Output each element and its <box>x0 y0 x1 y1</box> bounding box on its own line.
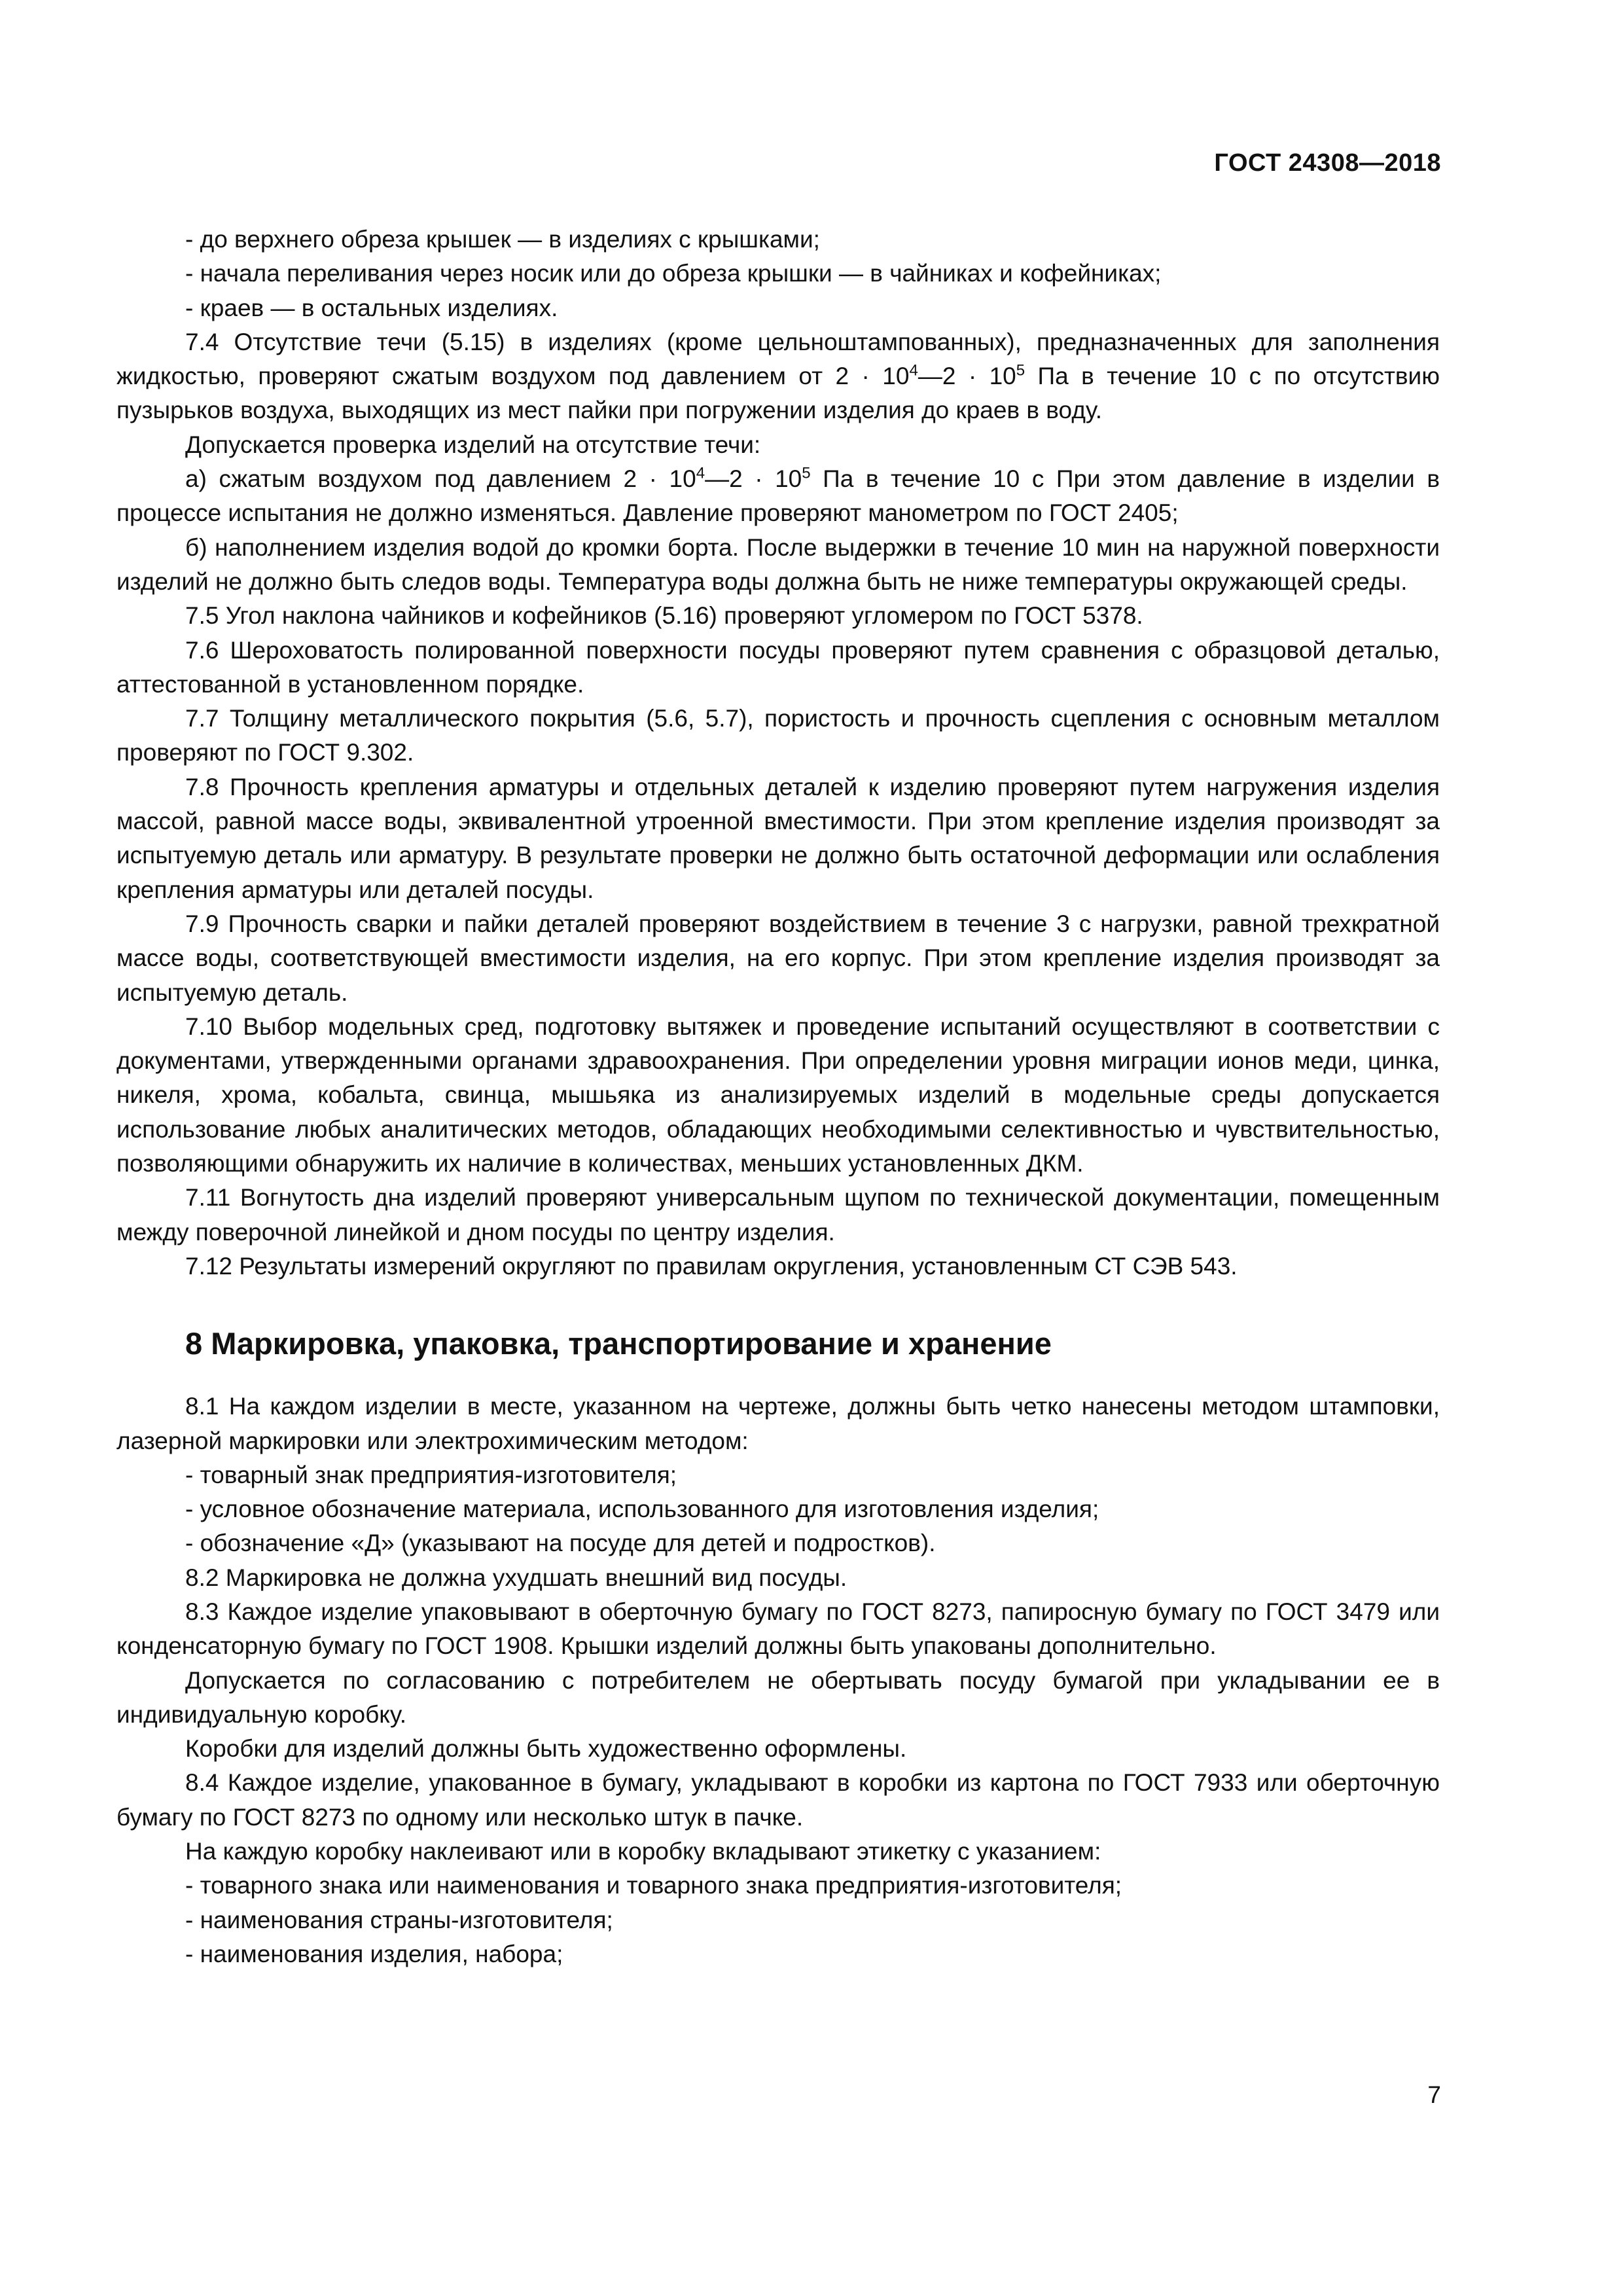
clause-8-4: 8.4 Каждое изделие, упакованное в бумагу, укладывают в коробки из картона по ГОСТ 7933 или оберточную бумагу по ГОСТ 8273 по одному или несколько штук в пачке. <box>116 1769 1440 1831</box>
list-item: - обозначение «Д» (указывают на посуде для детей и подростков). <box>185 1530 936 1557</box>
clause-7-9: 7.9 Прочность сварки и пайки деталей проверяют воздействием в течение 3 с нагрузки, равной трехкратной массе воды, соответствующей вместимости изделия, на его корпус. При этом крепление изделия производят за испытуемую деталь. <box>116 910 1440 1006</box>
paragraph-8-3-boxes: Коробки для изделий должны быть художественно оформлены. <box>185 1735 907 1763</box>
clause-7-8: 7.8 Прочность крепления арматуры и отдельных деталей к изделию проверяют путем нагружения изделия массой, равной массе воды, эквивалентной утроенной вместимости. При этом крепление изделия производят за испытуемую деталь или арматуру. В результате проверки не должно быть остаточной деформации или ослабления крепления арматуры или деталей посуды. <box>116 773 1440 903</box>
clause-7-12: 7.12 Результаты измерений округляют по правилам округления, установленным СТ СЭВ 543. <box>185 1252 1238 1280</box>
section-8-heading: 8 Маркировка, упаковка, транспортирование и хранение <box>185 1326 1052 1361</box>
paragraph-8-3-allowed: Допускается по согласованию с потребителем не обертывать посуду бумагой при укладывании ее в индивидуальную коробку. <box>116 1666 1440 1728</box>
paragraph-8-4-label: На каждую коробку наклеивают или в коробку вкладывают этикетку с указанием: <box>185 1838 1101 1865</box>
clause-8-2: 8.2 Маркировка не должна ухудшать внешний вид посуды. <box>185 1564 847 1591</box>
clause-7-10: 7.10 Выбор модельных сред, подготовку вытяжек и проведение испытаний осуществляют в соответствии с документами, утвержденными органами здравоохранения. При определении уровня миграции ионов меди, цинка, никеля, хрома, кобальта, свинца, мышьяка из анализируемых изделий в модельные среды допускается использование любых аналитических методов, обладающих необходимыми селективностью и чувствительностью, позволяющими обнаружить их наличие в количествах, меньших установленных ДКМ. <box>116 1013 1440 1177</box>
clause-7-4-b: б) наполнением изделия водой до кромки борта. После выдержки в течение 10 мин на наружной поверхности изделий не должно быть следов воды. Температура воды должна быть не ниже температуры окружающей среды. <box>116 533 1440 595</box>
clause-8-1: 8.1 На каждом изделии в месте, указанном на чертеже, должны быть четко нанесены методом штамповки, лазерной маркировки или электрохимическим методом: <box>116 1393 1440 1454</box>
clause-7-4: 7.4 Отсутствие течи (5.15) в изделиях (кроме цельноштампованных), предназначенных для заполнения жидкостью, проверяют сжатым воздухом под давлением от $2 \cdot 10^4—2 \cdot 10^5$ Па в течение 10 с по отсутствию пузырьков воздуха, выходящих из мест пайки при погружении изделия до краев в воду. <box>116 328 1440 424</box>
list-item: - условное обозначение материала, использованного для изготовления изделия; <box>185 1496 1099 1523</box>
paragraph-allowed-checks: Допускается проверка изделий на отсутствие течи: <box>185 431 761 458</box>
clause-7-7: 7.7 Толщину металлического покрытия (5.6, 5.7), пористость и прочность сцепления с основным металлом проверяют по ГОСТ 9.302. <box>116 705 1440 766</box>
clause-7-5: 7.5 Угол наклона чайников и кофейников (5.16) проверяют угломером по ГОСТ 5378. <box>185 602 1143 630</box>
page-number: 7 <box>1427 2081 1441 2108</box>
clause-7-6: 7.6 Шероховатость полированной поверхности посуды проверяют путем сравнения с образцовой деталью, аттестованной в установленном порядке. <box>116 636 1440 698</box>
document-body <box>116 223 1440 1971</box>
document-id-header: ГОСТ 24308—2018 <box>1214 149 1441 177</box>
list-item: - наименования изделия, набора; <box>185 1940 563 1967</box>
list-item: - товарный знак предприятия-изготовителя; <box>185 1461 677 1488</box>
clause-7-4-a: а) сжатым воздухом под давлением $2 \cdot 10^4—2 \cdot 10^5$ Па в течение 10 с При этом давление в изделии в процессе испытания не должно изменяться. Давление проверяют манометром по ГОСТ 2405; <box>116 464 1440 527</box>
list-item: - начала переливания через носик или до обреза крышки — в чайниках и кофейниках; <box>185 260 1162 287</box>
list-item: - краев — в остальных изделиях. <box>185 294 558 321</box>
list-item: - до верхнего обреза крышек — в изделиях с крышками; <box>185 226 820 253</box>
clause-8-3: 8.3 Каждое изделие упаковывают в оберточную бумагу по ГОСТ 8273, папиросную бумагу по ГОСТ 3479 или конденсаторную бумагу по ГОСТ 1908. Крышки изделий должны быть упакованы дополнительно. <box>116 1598 1440 1660</box>
list-item: - товарного знака или наименования и товарного знака предприятия-изготовителя; <box>185 1872 1122 1899</box>
clause-7-11: 7.11 Вогнутость дна изделий проверяют универсальным щупом по технической документации, помещенным между поверочной линейкой и дном посуды по центру изделия. <box>116 1184 1440 1246</box>
list-item: - наименования страны-изготовителя; <box>185 1906 613 1933</box>
